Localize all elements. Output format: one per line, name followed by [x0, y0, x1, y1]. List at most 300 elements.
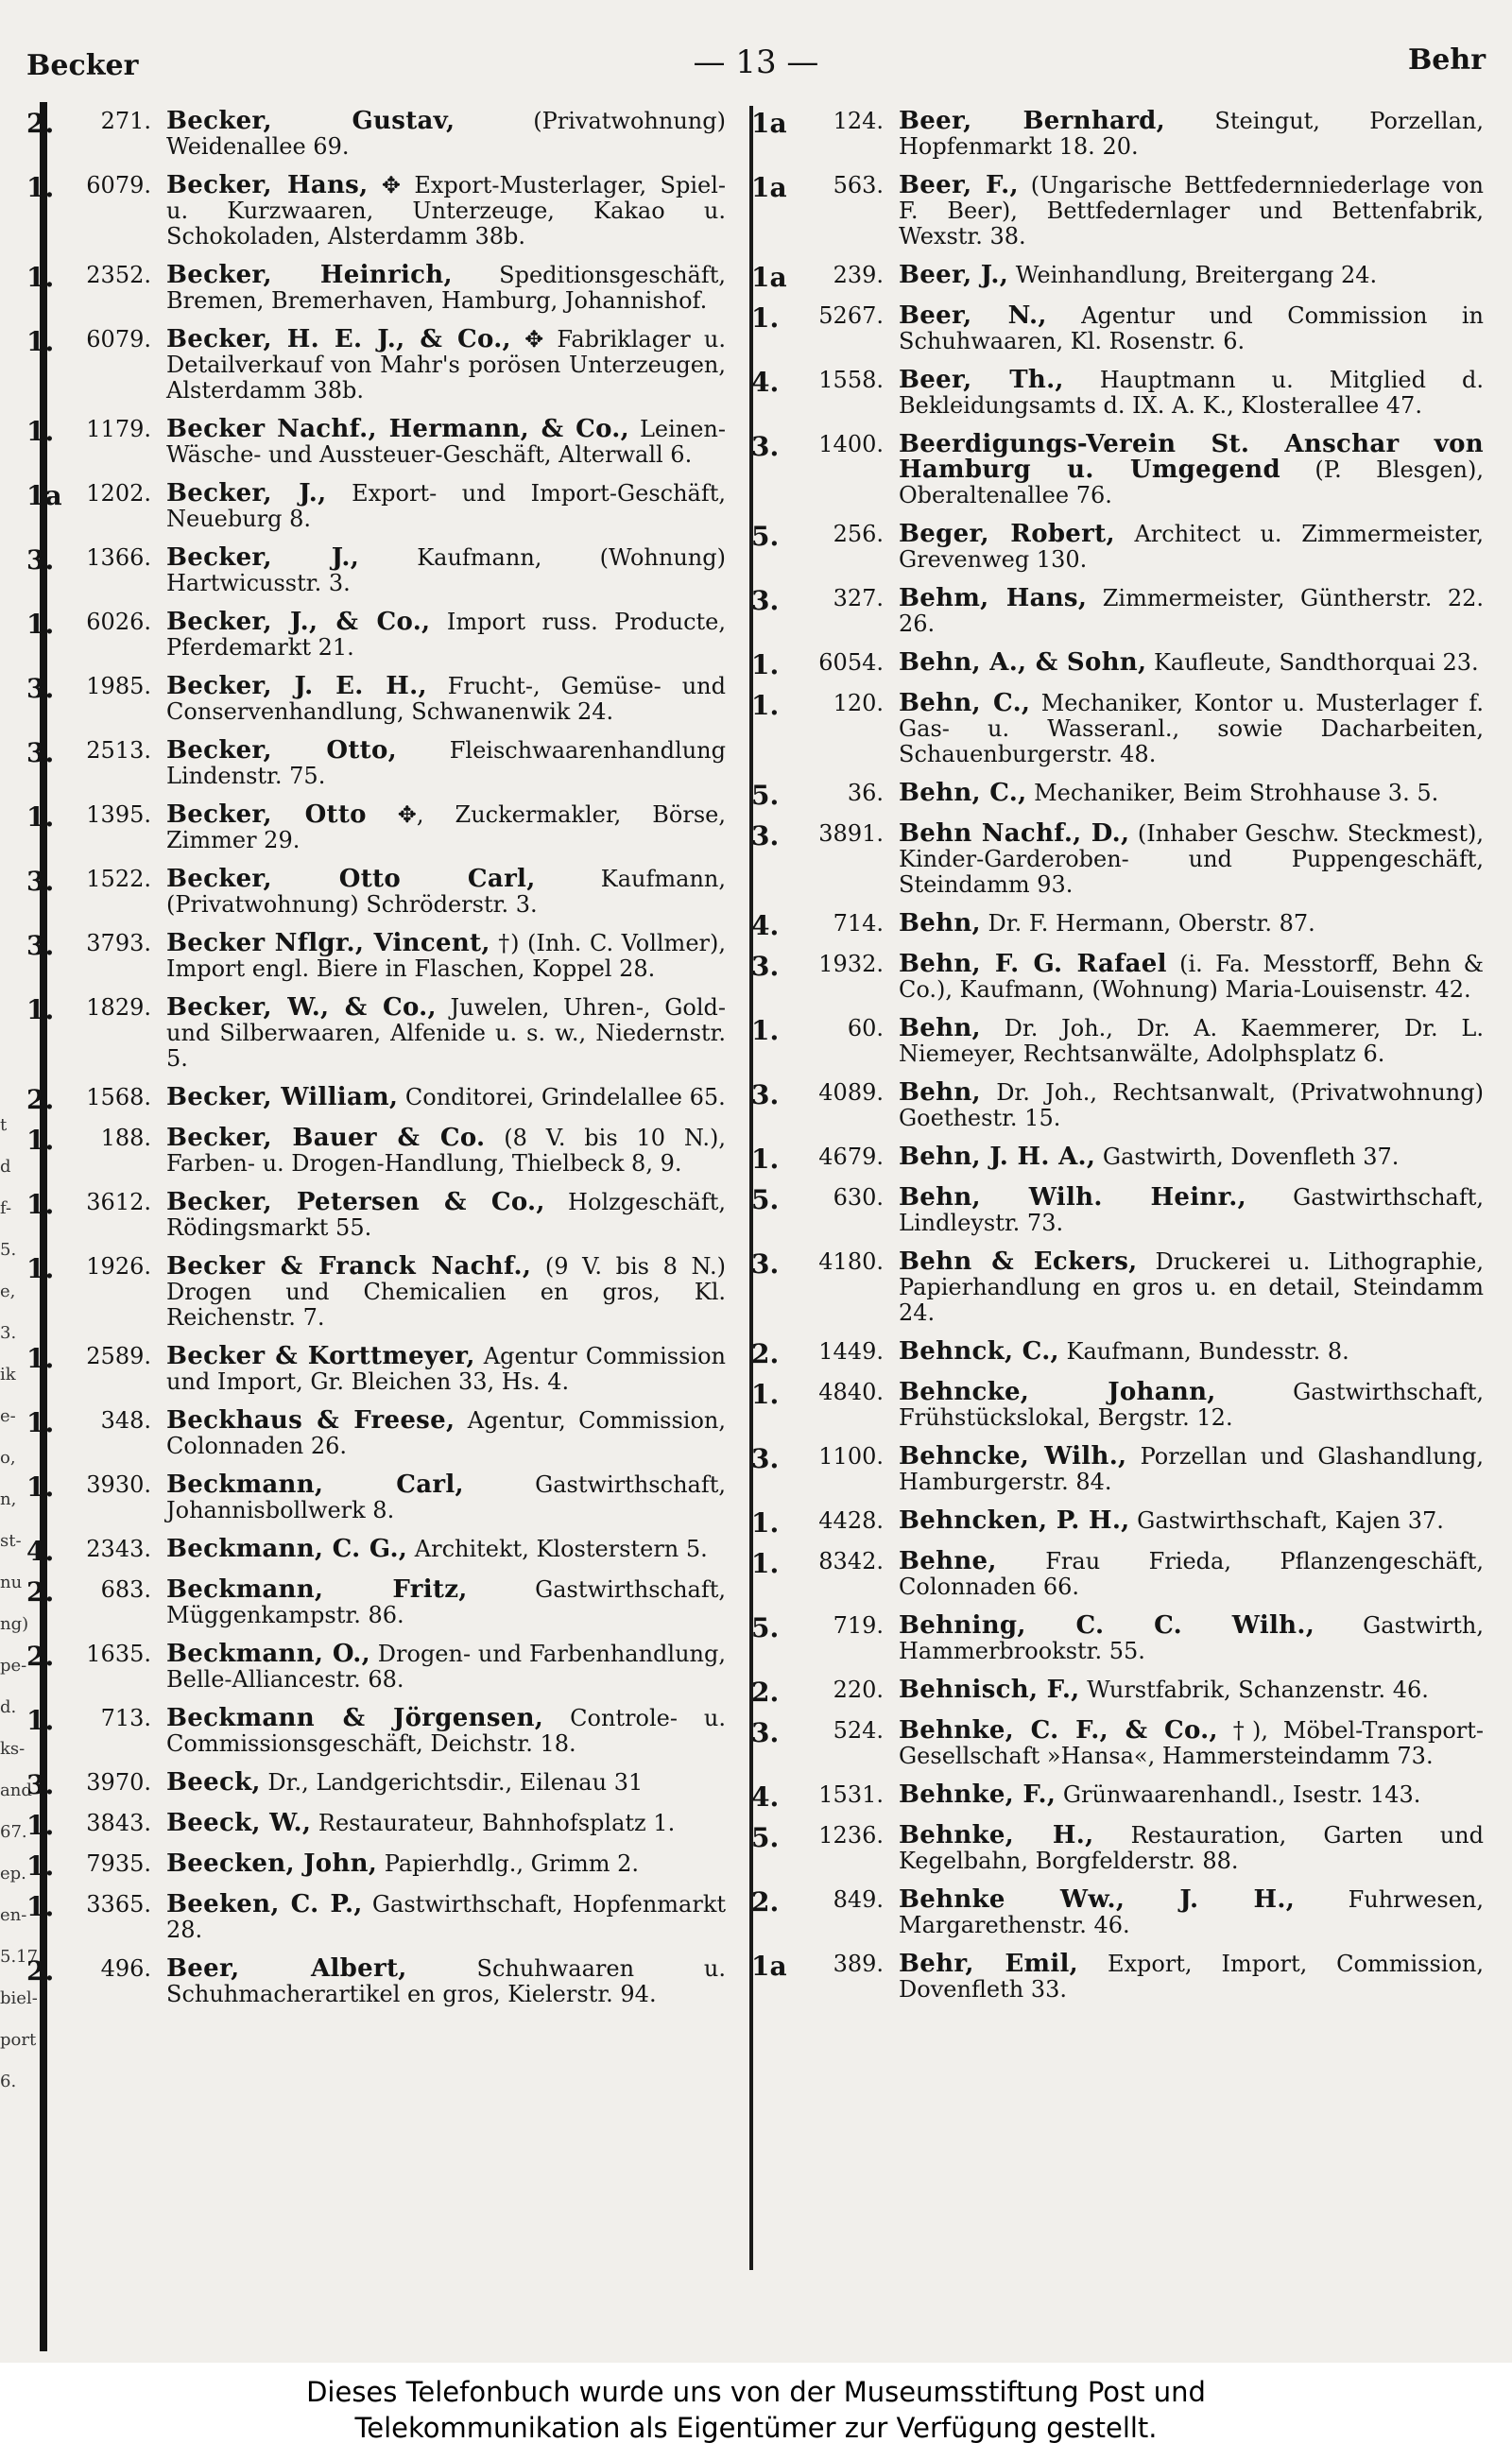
directory-entry	[751, 173, 1484, 249]
directory-entry	[751, 1780, 1484, 1813]
entry-subscriber-name: Becker, Gustav,	[166, 107, 455, 135]
entry-details: Kaufleute, Sandthorquai 23.	[1146, 649, 1479, 676]
entry-phone-number: 683.	[100, 1576, 151, 1603]
entry-subscriber-name: Behncken, P. H.,	[899, 1506, 1130, 1535]
edge-text-fragment: t	[0, 1115, 8, 1135]
entry-phone-number: 3930.	[86, 1471, 151, 1498]
directory-entry	[751, 1676, 1484, 1708]
entry-district: 1.	[26, 416, 55, 447]
entry-details: Agentur und Commission in Schuhwaaren, Kl. Rosenstr. 6.	[899, 302, 1484, 354]
entry-subscriber-name: Becker, J.,	[166, 479, 327, 507]
directory-entry	[26, 173, 726, 249]
entry-phone-number: 5267.	[818, 302, 884, 329]
directory-entry	[751, 1339, 1484, 1367]
entry-district: 2.	[26, 1641, 55, 1672]
edge-text-fragment: n,	[0, 1489, 17, 1509]
entry-subscriber-name: Behnisch, F.,	[899, 1676, 1080, 1704]
entry-details: Dr., Landgerichtsdir., Eilenau 31	[260, 1769, 644, 1796]
entry-district: 2.	[751, 1338, 780, 1369]
edge-text-fragment: ik	[0, 1365, 16, 1385]
entry-subscriber-name: Becker Nachf., Hermann, & Co.,	[166, 415, 629, 443]
entry-text	[166, 1190, 726, 1241]
directory-entry	[26, 1849, 726, 1882]
entry-district: 5.	[751, 1184, 780, 1215]
edge-text-fragment: biel-	[0, 1988, 38, 2008]
entry-phone-number: 120.	[833, 690, 884, 716]
entry-phone-number: 1449.	[818, 1338, 884, 1365]
entry-text	[166, 1254, 726, 1331]
entry-phone-number: 389.	[833, 1951, 884, 1977]
entry-subscriber-name: Beer, N.,	[899, 301, 1047, 330]
entry-details: Mechaniker, Beim Strohhause 3. 5.	[1026, 780, 1439, 806]
directory-entry	[751, 1080, 1484, 1131]
entry-district: 3.	[751, 1717, 780, 1748]
entry-text	[899, 368, 1484, 419]
entry-details: Drogen- und Farbenhandlung, Belle-Alliancestr. 68.	[166, 1641, 726, 1693]
directory-entry	[751, 1016, 1484, 1067]
entry-phone-number: 271.	[100, 108, 151, 134]
entry-district: 2.	[26, 1576, 55, 1608]
directory-entry	[26, 1809, 726, 1841]
entry-subscriber-name: Behn,	[899, 909, 981, 938]
entry-subscriber-name: Beer, Bernhard,	[899, 107, 1166, 135]
entry-phone-number: 1100.	[818, 1443, 884, 1470]
directory-entry	[26, 327, 726, 404]
entry-district: 4.	[751, 1781, 780, 1813]
entry-district: 4.	[26, 1536, 55, 1567]
footer-line-2: Telekommunikation als Eigentümer zur Verfügung gestellt.	[354, 2412, 1158, 2444]
directory-entry	[751, 691, 1484, 767]
entry-text	[166, 1408, 726, 1459]
entry-text	[899, 522, 1484, 573]
entry-subscriber-name: Behr, Emil,	[899, 1950, 1079, 1978]
entry-details: †) (Inh. C. Vollmer), Import engl. Biere in Flaschen, Koppel 28.	[166, 930, 726, 982]
entry-district: 1a	[751, 108, 787, 139]
entry-details: Kaufmann, Bundesstr. 8.	[1058, 1338, 1349, 1365]
entry-text	[899, 1823, 1484, 1874]
entry-subscriber-name: Becker, Otto,	[166, 736, 397, 765]
entry-subscriber-name: Becker & Franck Nachf.,	[166, 1252, 532, 1281]
entry-text	[166, 1085, 726, 1112]
entry-district: 3.	[26, 737, 55, 768]
directory-entry	[26, 417, 726, 468]
entry-district: 1.	[26, 1891, 55, 1922]
entry-text	[899, 303, 1484, 354]
entry-district: 1.	[751, 1144, 780, 1175]
directory-entry	[26, 867, 726, 918]
entry-details: Export- und Import-Geschäft, Neueburg 8.	[166, 480, 726, 532]
entry-phone-number: 713.	[100, 1705, 151, 1731]
directory-entry	[26, 1706, 726, 1757]
entry-text	[899, 586, 1484, 637]
entry-phone-number: 1522.	[86, 866, 151, 892]
entry-text	[899, 263, 1484, 290]
entry-phone-number: 4428.	[818, 1507, 884, 1534]
entry-details: ✥ Fabriklager u. Detailverkauf von Mahr's porösen Unterzeugen, Alsterdamm 38b.	[166, 326, 726, 404]
entry-details: Gastwirthschaft, Kajen 37.	[1129, 1507, 1444, 1534]
entry-district: 1.	[751, 690, 780, 721]
directory-entry	[751, 109, 1484, 160]
entry-details: Gastwirth, Dovenfleth 37.	[1095, 1144, 1400, 1170]
directory-entry	[751, 261, 1484, 293]
entry-district: 3.	[26, 930, 55, 961]
entry-subscriber-name: Behnke Ww., J. H.,	[899, 1885, 1296, 1914]
entry-details: (Inhaber Geschw. Steckmest), Kinder-Garderoben- und Puppengeschäft, Steindamm 93.	[899, 820, 1484, 898]
entry-subscriber-name: Beer, J.,	[899, 261, 1009, 289]
entry-district: 5.	[751, 1612, 780, 1643]
entry-district: 2.	[26, 1955, 55, 1987]
entry-text	[166, 109, 726, 160]
directory-entry	[751, 650, 1484, 678]
entry-text	[166, 1344, 726, 1395]
edge-text-fragment: e-	[0, 1406, 16, 1426]
entry-district: 3.	[751, 585, 780, 616]
entry-text	[899, 1887, 1484, 1938]
entry-phone-number: 4089.	[818, 1079, 884, 1106]
directory-entry	[26, 931, 726, 982]
entry-details: Frucht-, Gemüse- und Conservenhandlung, Schwanenwik 24.	[166, 673, 726, 725]
entry-phone-number: 7935.	[86, 1850, 151, 1877]
directory-entry	[751, 1887, 1484, 1938]
entry-district: 1.	[751, 302, 780, 334]
directory-entry	[751, 779, 1484, 811]
entry-phone-number: 2343.	[86, 1536, 151, 1562]
entry-details: (Ungarische Bettfedernniederlage von F. Beer), Bettfedernlager und Bettenfabrik, Wexstr. 38.	[899, 172, 1484, 249]
entry-district: 3.	[751, 1079, 780, 1110]
entry-subscriber-name: Behn Nachf., D.,	[899, 819, 1130, 848]
edge-text-fragment: 5.	[0, 1240, 17, 1260]
directory-entry	[26, 1408, 726, 1459]
entry-phone-number: 220.	[833, 1677, 884, 1703]
entry-details: Porzellan und Glashandlung, Hamburgerstr. 84.	[899, 1443, 1484, 1495]
entry-details: Juwelen, Uhren-, Gold- und Silberwaaren, Alfenide u. s. w., Niedernstr. 5.	[166, 994, 727, 1072]
edge-text-fragment: en-	[0, 1905, 27, 1925]
entry-subscriber-name: Becker Nflgr., Vincent,	[166, 929, 490, 957]
entry-subscriber-name: Behn, C.,	[899, 689, 1031, 717]
entry-subscriber-name: Becker, Otto	[166, 800, 367, 829]
entry-text	[899, 781, 1484, 808]
entry-text	[899, 952, 1484, 1003]
edge-text-fragment: e,	[0, 1282, 16, 1301]
entry-subscriber-name: Beerdigungs-Verein St. Anschar von Hamburg u. Umgegend	[899, 430, 1484, 484]
entry-subscriber-name: Becker, H. E. J., & Co.,	[166, 325, 511, 353]
entry-phone-number: 3612.	[86, 1189, 151, 1215]
entry-subscriber-name: Behn,	[899, 1014, 981, 1042]
directory-entry	[751, 1249, 1484, 1326]
edge-text-fragment: d.	[0, 1697, 17, 1717]
entry-text	[899, 1380, 1484, 1431]
entry-district: 2.	[26, 108, 55, 139]
entry-phone-number: 60.	[847, 1015, 884, 1041]
entry-text	[166, 1706, 726, 1757]
footer-notice	[0, 2363, 1512, 2460]
entry-phone-number: 1179.	[86, 416, 151, 442]
directory-entry	[26, 1642, 726, 1693]
entry-district: 1a	[26, 480, 62, 511]
entry-text	[166, 1642, 726, 1693]
entry-phone-number: 2589.	[86, 1343, 151, 1369]
entry-subscriber-name: Becker, J., & Co.,	[166, 608, 431, 636]
entry-text	[166, 867, 726, 918]
entry-text	[899, 821, 1484, 898]
entry-details: Kaufmann, (Wohnung) Hartwicusstr. 3.	[166, 544, 726, 596]
entry-details: ✥ Export-Musterlager, Spiel- u. Kurzwaaren, Unterzeuge, Kakao u. Schokoladen, Alsterdamm 38b.	[166, 172, 726, 249]
entry-district: 1.	[751, 649, 780, 680]
entry-text	[166, 1956, 726, 2007]
entry-details: Schuhwaaren u. Schuhmacherartikel en gros, Kielerstr. 94.	[166, 1955, 726, 2007]
edge-text-fragment: st-	[0, 1531, 22, 1551]
entry-district: 1.	[26, 994, 55, 1025]
directory-entry	[751, 1718, 1484, 1769]
directory-entry	[751, 303, 1484, 354]
entry-phone-number: 239.	[833, 262, 884, 288]
entry-details: Kaufmann, (Privatwohnung) Schröderstr. 3.	[166, 866, 726, 918]
directory-entry	[751, 586, 1484, 637]
directory-entry	[26, 1190, 726, 1241]
entry-details: (P. Blesgen), Oberaltenallee 76.	[899, 456, 1484, 508]
entry-text	[166, 1892, 726, 1943]
entry-phone-number: 563.	[833, 172, 884, 198]
entry-details: Speditionsgeschäft, Bremen, Bremerhaven, Hamburg, Johannishof.	[166, 262, 727, 314]
entry-district: 1a	[751, 262, 787, 293]
entry-text	[899, 1508, 1484, 1536]
entry-district: 2.	[751, 1886, 780, 1918]
entry-text	[899, 1677, 1484, 1705]
directory-entry	[26, 481, 726, 532]
entry-details: Fleischwaarenhandlung Lindenstr. 75.	[166, 737, 726, 789]
entry-details: Zimmermeister, Güntherstr. 22. 26.	[899, 585, 1484, 637]
entry-phone-number: 3365.	[86, 1891, 151, 1918]
entry-details: Gastwirthschaft, Hopfenmarkt 28.	[166, 1891, 727, 1943]
directory-entry	[26, 674, 726, 725]
edge-text-fragment: 67.	[0, 1822, 27, 1842]
entry-text	[166, 1472, 726, 1523]
entry-text	[166, 173, 726, 249]
entry-details: Gastwirth, Hammerbrookstr. 55.	[899, 1612, 1484, 1664]
edge-text-fragment: and	[0, 1780, 32, 1800]
entry-district: 3.	[26, 1769, 55, 1800]
entry-text	[899, 1144, 1484, 1172]
entry-text	[166, 1811, 726, 1838]
entry-details: Restauration, Garten und Kegelbahn, Borgfelderstr. 88.	[899, 1822, 1484, 1874]
edge-text-fragment: 6.	[0, 2072, 17, 2091]
entry-phone-number: 6026.	[86, 609, 151, 635]
directory-entry	[26, 1577, 726, 1628]
entry-details: Dr. Joh., Rechtsanwalt, (Privatwohnung) Goethestr. 15.	[899, 1079, 1484, 1131]
entry-text	[899, 1718, 1484, 1769]
entry-district: 1.	[26, 609, 55, 640]
entry-details: Papierhdlg., Grimm 2.	[377, 1850, 639, 1877]
entry-district: 1a	[751, 1951, 787, 1982]
entry-district: 1.	[751, 1548, 780, 1579]
entry-details: Import russ. Producte, Pferdemarkt 21.	[166, 609, 726, 661]
entry-text	[899, 1782, 1484, 1810]
entry-text	[899, 1444, 1484, 1495]
entry-subscriber-name: Becker, Hans,	[166, 171, 369, 199]
directory-entry	[751, 1444, 1484, 1495]
entry-district: 3.	[751, 1443, 780, 1474]
entry-subscriber-name: Beer, Th.,	[899, 366, 1064, 394]
entry-text	[166, 674, 726, 725]
entry-details: Mechaniker, Kontor u. Musterlager f. Gas- u. Wasseranl., sowie Dacharbeiten, Schauenburgerstr. 48.	[899, 690, 1484, 767]
entry-subscriber-name: Beger, Robert,	[899, 520, 1115, 548]
entry-phone-number: 1395.	[86, 801, 151, 828]
entry-district: 1.	[26, 1850, 55, 1882]
edge-text-fragment: 5.17	[0, 1947, 39, 1967]
entry-phone-number: 4180.	[818, 1248, 884, 1275]
entry-subscriber-name: Beer, Albert,	[166, 1954, 407, 1983]
entry-subscriber-name: Beckmann, Fritz,	[166, 1575, 468, 1604]
entry-district: 3.	[26, 866, 55, 897]
entry-details: (8 V. bis 10 N.), Farben- u. Drogen-Handlung, Thielbeck 8, 9.	[166, 1125, 726, 1177]
entry-phone-number: 714.	[833, 910, 884, 937]
directory-entry	[26, 1770, 726, 1798]
entry-subscriber-name: Beckmann, C. G.,	[166, 1535, 408, 1563]
directory-entry	[751, 1613, 1484, 1664]
entry-district: 3.	[751, 951, 780, 982]
directory-entry	[751, 1952, 1484, 2003]
directory-entry	[26, 802, 726, 853]
entry-text	[899, 432, 1484, 508]
directory-entry	[751, 432, 1484, 508]
directory-entry	[26, 109, 726, 160]
entry-subscriber-name: Behm, Hans,	[899, 584, 1088, 612]
entry-details: Agentur Commission und Import, Gr. Bleichen 33, Hs. 4.	[166, 1343, 727, 1395]
footer-line-1: Dieses Telefonbuch wurde uns von der Museumsstiftung Post und	[306, 2376, 1206, 2408]
entry-details: Hauptmann u. Mitglied d. Bekleidungsamts d. IX. A. K., Klosterallee 47.	[899, 367, 1485, 419]
entry-phone-number: 1829.	[86, 994, 151, 1021]
entry-district: 3.	[26, 544, 55, 576]
entry-details: Leinen-Wäsche- und Aussteuer-Geschäft, Alterwall 6.	[166, 416, 726, 468]
directory-entry	[751, 821, 1484, 898]
directory-entry	[26, 610, 726, 661]
entry-text	[899, 1549, 1484, 1600]
entry-district: 1.	[26, 172, 55, 203]
entry-text	[166, 545, 726, 596]
edge-text-fragment: f-	[0, 1198, 12, 1218]
entry-details: †), Möbel-Transport-Gesellschaft »Hansa«, Hammersteindamm 73.	[899, 1717, 1484, 1769]
entry-phone-number: 3793.	[86, 930, 151, 956]
entry-district: 5.	[751, 780, 780, 811]
entry-text	[166, 1537, 726, 1564]
entry-phone-number: 630.	[833, 1184, 884, 1211]
directory-entry	[751, 1380, 1484, 1431]
entry-subscriber-name: Behn, Wilh. Heinr.,	[899, 1183, 1246, 1212]
edge-text-fragment: ep.	[0, 1864, 26, 1884]
entry-subscriber-name: Behn, C.,	[899, 779, 1027, 807]
entry-details: Dr. Joh., Dr. A. Kaemmerer, Dr. L. Niemeyer, Rechtsanwälte, Adolphsplatz 6.	[899, 1015, 1484, 1067]
entry-details: Controle- u. Commissionsgeschäft, Deichstr. 18.	[166, 1705, 726, 1757]
edge-text-fragment: o,	[0, 1448, 16, 1468]
directory-entry	[751, 952, 1484, 1003]
entry-text	[166, 1126, 726, 1177]
entry-phone-number: 4679.	[818, 1144, 884, 1170]
entry-district: 1.	[26, 1253, 55, 1284]
entry-district: 1.	[26, 1705, 55, 1736]
entry-subscriber-name: Behncke, Johann,	[899, 1378, 1216, 1406]
entry-details: (i. Fa. Messtorff, Behn & Co.), Kaufmann, (Wohnung) Maria-Louisenstr. 42.	[899, 951, 1484, 1003]
entry-text	[166, 1851, 726, 1879]
entry-subscriber-name: Behnck, C.,	[899, 1337, 1059, 1366]
entry-details: Weinhandlung, Breitergang 24.	[1008, 262, 1378, 288]
entry-subscriber-name: Becker, J. E. H.,	[166, 672, 427, 700]
entry-phone-number: 1985.	[86, 673, 151, 699]
entry-text	[899, 173, 1484, 249]
entry-subscriber-name: Behning, C. C. Wilh.,	[899, 1611, 1315, 1640]
directory-entry	[26, 1535, 726, 1567]
entry-details: Holzgeschäft, Rödingsmarkt 55.	[166, 1189, 727, 1241]
entry-details: (Privatwohnung) Weidenallee 69.	[166, 108, 726, 160]
entry-text	[899, 1185, 1484, 1236]
directory-entry	[751, 1823, 1484, 1874]
entry-details: Frau Frieda, Pflanzengeschäft, Colonnaden 66.	[899, 1548, 1484, 1600]
entry-details: Wurstfabrik, Schanzenstr. 46.	[1079, 1677, 1429, 1703]
directory-entry	[751, 1185, 1484, 1236]
entry-district: 1.	[26, 801, 55, 833]
entry-district: 1.	[26, 262, 55, 293]
entry-phone-number: 6079.	[86, 172, 151, 198]
entry-district: 4.	[751, 367, 780, 398]
entry-text	[166, 931, 726, 982]
entry-phone-number: 188.	[100, 1125, 151, 1151]
entry-subscriber-name: Behnke, F.,	[899, 1780, 1057, 1809]
entry-district: 1.	[26, 1125, 55, 1156]
edge-text-fragment: port	[0, 2030, 37, 2050]
directory-entry	[26, 1472, 726, 1523]
entry-phone-number: 719.	[833, 1612, 884, 1639]
directory-entry	[26, 545, 726, 596]
edge-text-fragment: d	[0, 1157, 11, 1177]
entry-details: Druckerei u. Lithographie, Papierhandlung en gros u. en detail, Steindamm 24.	[899, 1248, 1484, 1326]
entry-district: 3.	[751, 1248, 780, 1280]
entry-text	[899, 1016, 1484, 1067]
entry-district: 1.	[26, 1471, 55, 1503]
entry-text	[166, 738, 726, 789]
entry-phone-number: 3891.	[818, 820, 884, 847]
entry-details: ✥, Zuckermakler, Börse, Zimmer 29.	[166, 801, 726, 853]
entry-district: 1.	[751, 1379, 780, 1410]
entry-text	[166, 1577, 726, 1628]
entry-details: Export, Import, Commission, Dovenfleth 33.	[899, 1951, 1484, 2003]
entry-text	[166, 802, 726, 853]
entry-text	[166, 995, 726, 1072]
entry-subscriber-name: Beckmann, O.,	[166, 1640, 370, 1668]
entry-text	[166, 610, 726, 661]
entry-text	[899, 109, 1484, 160]
entry-phone-number: 1531.	[818, 1781, 884, 1808]
entry-phone-number: 348.	[100, 1407, 151, 1434]
directory-entry	[751, 522, 1484, 573]
entry-text	[166, 1770, 726, 1798]
entry-district: 1.	[751, 1015, 780, 1046]
edge-text-fragment: ng)	[0, 1614, 29, 1634]
entry-details: Gastwirthschaft, Lindleystr. 73.	[899, 1184, 1485, 1236]
directory-entry	[26, 1126, 726, 1177]
entry-details: Gastwirthschaft, Müggenkampstr. 86.	[166, 1576, 726, 1628]
directory-entry	[751, 1143, 1484, 1175]
entry-district: 1.	[26, 326, 55, 357]
entry-subscriber-name: Beeck,	[166, 1768, 261, 1797]
header-last-entry: Behr	[1407, 43, 1486, 77]
entry-district: 4.	[751, 910, 780, 941]
directory-entry	[751, 1506, 1484, 1539]
entry-phone-number: 1400.	[818, 431, 884, 457]
entry-subscriber-name: Becker, Petersen & Co.,	[166, 1188, 545, 1216]
entry-subscriber-name: Beeck, W.,	[166, 1809, 312, 1837]
directory-entry	[26, 1083, 726, 1115]
entry-district: 1.	[751, 1507, 780, 1539]
entry-phone-number: 1932.	[818, 951, 884, 977]
